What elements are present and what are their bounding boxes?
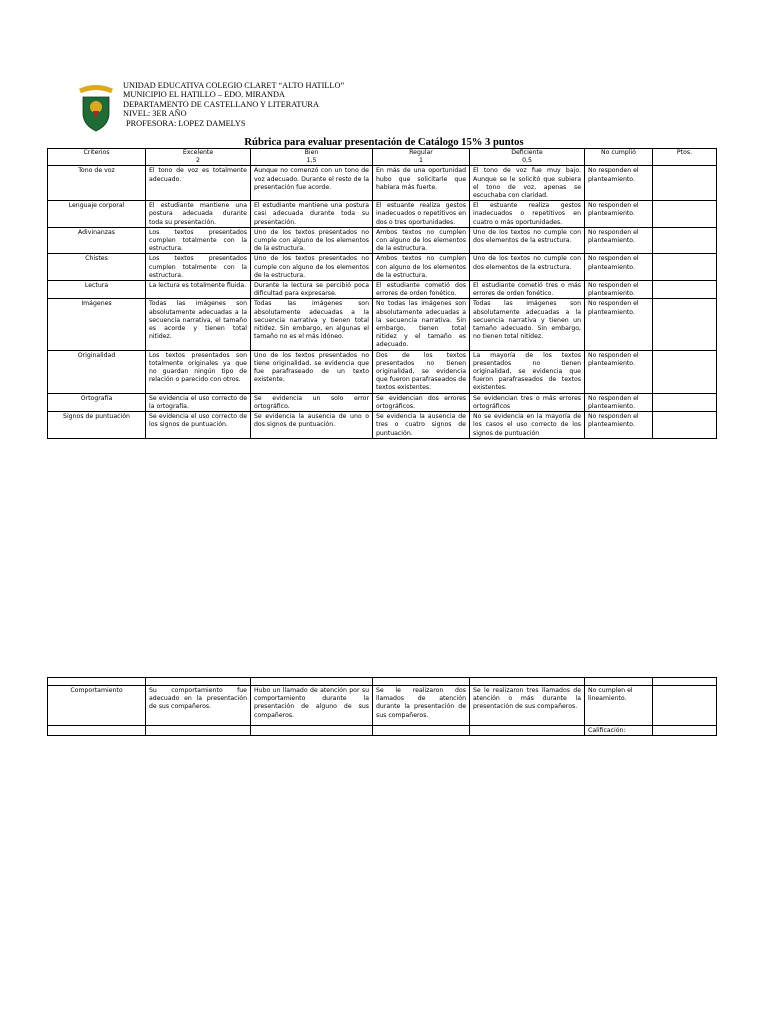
excelente-cell: Se evidencia el uso correcto de los signos de puntuación. — [146, 412, 251, 439]
bien-cell: Se evidencia un solo error ortográfico. — [251, 393, 373, 411]
regular-cell: Se le realizaron dos llamados de atención durante la presentación de sus compañeros. — [373, 686, 470, 726]
table-cell — [48, 726, 146, 736]
excelente-cell: El tono de voz es totalmente adecuado. — [146, 166, 251, 201]
rubric-header-row — [48, 149, 717, 166]
regular-cell: Ambos textos no cumplen con alguno de los elementos de la estructura. — [373, 227, 470, 254]
table-cell — [251, 678, 373, 686]
regular-cell: En más de una oportunidad hubo que solicitarle que hablara más fuerte. — [373, 166, 470, 201]
points-cell — [653, 166, 717, 201]
logo-banner — [80, 88, 112, 92]
calificacion-value — [653, 726, 717, 736]
deficiente-cell: El estuante realiza gestos inadecuados o repetitivos en cuatro o más oportunidades. — [470, 201, 585, 228]
points-cell — [653, 201, 717, 228]
points-cell — [653, 686, 717, 726]
no-cumplio-cell: No responden el planteamiento. — [585, 393, 653, 411]
regular-cell: Dos de los textos presentados no tienen originalidad, se evidencia que fueron parafraseados de textos existentes. — [373, 350, 470, 393]
criterion-cell: Comportamiento — [48, 686, 146, 726]
table-cell — [470, 726, 585, 736]
criterion-cell: Signos de puntuación — [48, 412, 146, 439]
no-cumplio-cell: No responden el planteamiento. — [585, 166, 653, 201]
rubric-body — [48, 166, 717, 438]
excelente-cell: El estudiante mantiene una postura adecuada durante toda su presentación. — [146, 201, 251, 228]
deficiente-cell: Se le realizaron tres llamados de atención o más durante la presentación de sus compañeros. — [470, 686, 585, 726]
deficiente-cell: No se evidencia en la mayoría de los casos el uso correcto de los signos de puntuación — [470, 412, 585, 439]
bien-cell: Durante la lectura se percibió poca dificultad para expresarse. — [251, 281, 373, 299]
no-cumplio-cell: No responden el planteamiento. — [585, 227, 653, 254]
criterion-cell: Originalidad — [48, 350, 146, 393]
excelente-cell: Se evidencia el uso correcto de la ortografía. — [146, 393, 251, 411]
bien-cell: Se evidencia la ausencia de uno o dos signos de puntuación. — [251, 412, 373, 439]
criterion-cell: Imágenes — [48, 299, 146, 350]
excelente-cell: Los textos presentados cumplen totalmente con la estructura. — [146, 227, 251, 254]
criterion-cell: Chistes — [48, 254, 146, 281]
deficiente-cell: Se evidencian tres o más errores ortográficos — [470, 393, 585, 411]
school-crest-logo — [76, 85, 116, 133]
criterion-cell: Lenguaje corporal — [48, 201, 146, 228]
regular-cell: Se evidencia la ausencia de tres o cuatro signos de puntuación. — [373, 412, 470, 439]
excelente-cell: Todas las imágenes son absolutamente adecuadas a la secuencia narrativa, el tamaño es acorde y tienen total nitidez. — [146, 299, 251, 350]
rubric-row — [48, 227, 717, 254]
no-cumplio-cell: No responden el planteamiento. — [585, 412, 653, 439]
regular-cell: Ambos textos no cumplen con alguno de los elementos de la estructura. — [373, 254, 470, 281]
excelente-cell: Su comportamiento fue adecuado en la presentación de sus compañeros. — [146, 686, 251, 726]
municipality: MUNICIPIO EL HATILLO – EDO. MIRANDA — [123, 90, 285, 100]
deficiente-cell: Uno de los textos no cumple con dos elementos de la estructura. — [470, 227, 585, 254]
deficiente-cell: El estudiante cometió tres o más errores de orden fonético. — [470, 281, 585, 299]
points-cell — [653, 299, 717, 350]
department: DEPARTAMENTO DE CASTELLANO Y LITERATURA — [123, 99, 319, 109]
excelente-cell: La lectura es totalmente fluida. — [146, 281, 251, 299]
calificacion-row — [48, 726, 717, 736]
regular-cell: El estuante realiza gestos inadecuados o repetitivos en dos o tres oportunidades. — [373, 201, 470, 228]
table-cell — [146, 678, 251, 686]
rubric-row — [48, 412, 717, 439]
col-header-bien: Bien 1,5 — [251, 149, 373, 166]
criterion-cell: Lectura — [48, 281, 146, 299]
table-cell — [373, 726, 470, 736]
calificacion-label: Calificación: — [585, 726, 653, 736]
table-cell — [146, 726, 251, 736]
col-header-ptos: Ptos. — [653, 149, 717, 166]
no-cumplio-cell: No responden el planteamiento. — [585, 254, 653, 281]
school-header — [123, 81, 344, 128]
col-header-no-cumplio: No cumplió — [585, 149, 653, 166]
points-cell — [653, 393, 717, 411]
regular-cell: Se evidencian dos errores ortográficos. — [373, 393, 470, 411]
rubric-row — [48, 281, 717, 299]
criterion-cell: Tono de voz — [48, 166, 146, 201]
points-cell — [653, 281, 717, 299]
rubric-row — [48, 254, 717, 281]
no-cumplio-cell: No responden el planteamiento. — [585, 281, 653, 299]
col-header-deficiente: Deficiente 0,5 — [470, 149, 585, 166]
bien-cell: Uno de los textos presentados no cumple con alguno de los elementos de la estructura. — [251, 254, 373, 281]
points-cell — [653, 412, 717, 439]
col-header-regular: Regular 1 — [373, 149, 470, 166]
table-cell — [470, 678, 585, 686]
col-header-criterios: Criterios — [48, 149, 146, 166]
excelente-cell: Los textos presentados son totalmente originales ya que no guardan ningún tipo de relación o parecido con otros. — [146, 350, 251, 393]
rubric-row — [48, 201, 717, 228]
table-cell — [48, 678, 146, 686]
rubric-row — [48, 350, 717, 393]
regular-cell: No todas las imágenes son absolutamente adecuadas a la secuencia narrativa. Sin embargo, tienen total nitidez y el tamaño es adecuado. — [373, 299, 470, 350]
rubric-row — [48, 166, 717, 201]
table-cell — [251, 726, 373, 736]
criterion-cell: Ortografía — [48, 393, 146, 411]
bien-cell: Hubo un llamado de atención por su comportamiento durante la presentación de alguno de sus compañeros. — [251, 686, 373, 726]
rubric-table — [47, 148, 717, 439]
table-cell — [653, 678, 717, 686]
rubric-row — [48, 299, 717, 350]
criterion-cell: Adivinanzas — [48, 227, 146, 254]
col-header-excelente: Excelente 2 — [146, 149, 251, 166]
points-cell — [653, 254, 717, 281]
school-name: UNIDAD EDUCATIVA COLEGIO CLARET “ALTO HATILLO” — [123, 81, 345, 90]
bien-cell: El estudiante mantiene una postura casi adecuada durante toda su presentación. — [251, 201, 373, 228]
bien-cell: Todas las imágenes son absolutamente adecuadas a la secuencia narrativa y tienen total nitidez. Sin embargo, en algunas el tamaño no es el más idóneo. — [251, 299, 373, 350]
teacher: PROFESORA: LOPEZ DAMELYS — [126, 118, 246, 128]
points-cell — [653, 350, 717, 393]
no-cumplio-cell: No responden el planteamiento. — [585, 299, 653, 350]
excelente-cell: Los textos presentados cumplen totalmente con la estructura. — [146, 254, 251, 281]
deficiente-cell: Uno de los textos no cumple con dos elementos de la estructura. — [470, 254, 585, 281]
deficiente-cell: Todas las imágenes son absolutamente adecuadas a la secuencia narrativa y tienen un tamaño adecuado. Sin embargo, no tienen total nitidez. — [470, 299, 585, 350]
level: NIVEL: 3ER AÑO — [123, 109, 187, 119]
no-cumplio-cell: No responden el planteamiento. — [585, 201, 653, 228]
regular-cell: El estudiante cometió dos errores de orden fonético. — [373, 281, 470, 299]
behavior-row — [48, 686, 717, 726]
bien-cell: Uno de los textos presentados no cumple con alguno de los elementos de la estructura. — [251, 227, 373, 254]
behavior-table — [47, 677, 717, 736]
deficiente-cell: El tono de voz fue muy bajo. Aunque se le solicitó que subiera el tono de voz, apenas se escuchaba con claridad. — [470, 166, 585, 201]
no-cumplio-cell: No cumplen el lineamiento. — [585, 686, 653, 726]
rubric-row — [48, 393, 717, 411]
table-cell — [585, 678, 653, 686]
bien-cell: Aunque no comenzó con un tono de voz adecuado. Durante el resto de la presentación fue acorde. — [251, 166, 373, 201]
table-cell — [373, 678, 470, 686]
points-cell — [653, 227, 717, 254]
no-cumplio-cell: No responden el planteamiento. — [585, 350, 653, 393]
rubric-title: Rúbrica para evaluar presentación de Catálogo 15% 3 puntos — [244, 137, 524, 148]
bien-cell: Uno de los textos presentados no tiene originalidad, se evidencia que fue parafraseado de un texto existente. — [251, 350, 373, 393]
behavior-spacer-row — [48, 678, 717, 686]
deficiente-cell: La mayoría de los textos presentados no tienen originalidad, se evidencia que fueron parafraseados de textos existentes. — [470, 350, 585, 393]
